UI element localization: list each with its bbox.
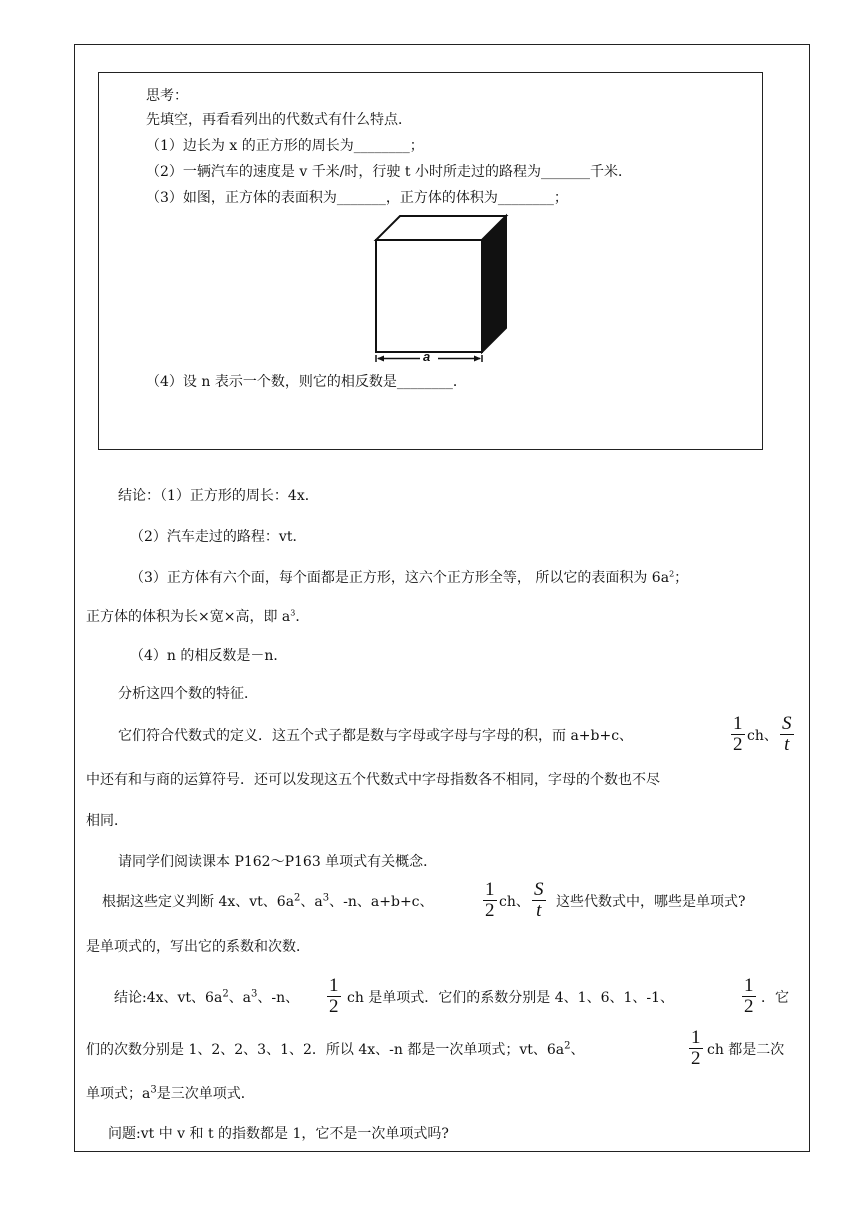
think-intro: 先填空，再看看列出的代数式有什么特点． xyxy=(146,112,412,128)
think-question-3: （3）如图，正方体的表面积为_______，正方体的体积为________； xyxy=(146,190,568,206)
conclusion-1: 结论：（1）正方形的周长：4x． xyxy=(118,488,319,504)
result-line2-fraction: 1 2 xyxy=(691,1027,701,1069)
judge-line-2: 是单项式的，写出它的系数和次数． xyxy=(86,939,310,955)
analysis-4: 相同． xyxy=(86,813,128,829)
judge-fraction-s-over-t: S t xyxy=(534,879,544,921)
think-heading: 思考： xyxy=(146,88,188,104)
fraction-one-half: 1 2 xyxy=(733,713,743,755)
analysis-ch: ch、 xyxy=(747,728,778,744)
analysis-1: 分析这四个数的特征． xyxy=(118,686,258,702)
think-question-2: （2）一辆汽车的速度是 v 千米/时，行驶 t 小时所走过的路程为_______千米． xyxy=(146,164,632,180)
judge-post: 这些代数式中，哪些是单项式? xyxy=(556,894,746,910)
cube-edge-label: a xyxy=(423,349,431,364)
judge-ch: ch、 xyxy=(499,894,530,910)
conclusion-3a: （3）正方体有六个面，每个面都是正方形，这六个正方形全等， 所以它的表面积为 $6a^2$； xyxy=(130,569,689,586)
result-line-1: 结论:4x、vt、$6a^2$、$a^3$、-n、 xyxy=(114,988,300,1006)
conclusion-3b: 正方体的体积为长×宽×高，即 $a^3$． xyxy=(86,608,310,625)
think-question-1: （1）边长为 x 的正方形的周长为________； xyxy=(146,138,424,154)
result-post: ch 是单项式．它们的系数分别是 4、1、6、1、-1、 xyxy=(347,990,675,1006)
result-line2-post: ch 都是二次 xyxy=(707,1042,785,1058)
result-line-2: 们的次数分别是 1、2、2、3、1、2．所以 4x、-n 都是一次单项式；vt、$6a^2$、 xyxy=(86,1040,585,1058)
conclusion-4: （4）n 的相反数是－n． xyxy=(130,648,288,664)
result-end: ．它 xyxy=(761,990,789,1006)
reading-instruction: 请同学们阅读课本 P162～P163 单项式有关概念． xyxy=(118,854,438,870)
judge-line-1: 根据这些定义判断 4x、vt、$6a^2$、$a^3$、-n、a+b+c、 xyxy=(102,892,434,910)
think-question-4: （4）设 n 表示一个数，则它的相反数是________． xyxy=(146,374,467,390)
analysis-3: 中还有和与商的运算符号．还可以发现这五个代数式中字母指数各不相同，字母的个数也不尽 xyxy=(86,772,660,788)
judge-fraction-one-half: 1 2 xyxy=(485,879,495,921)
analysis-2: 它们符合代数式的定义．这五个式子都是数与字母或字母与字母的积，而 a+b+c、 xyxy=(118,728,634,744)
result-line-3: 单项式；$a^3$是三次单项式． xyxy=(86,1084,255,1102)
fraction-s-over-t: S t xyxy=(782,713,792,755)
cube-figure xyxy=(370,212,530,368)
question-line: 问题:vt 中 v 和 t 的指数都是 1，它不是一次单项式吗? xyxy=(108,1126,449,1142)
result-fraction-one-half: 1 2 xyxy=(329,975,339,1017)
conclusion-2: （2）汽车走过的路程：vt． xyxy=(130,529,307,545)
result-fraction-coef: 1 2 xyxy=(744,975,754,1017)
